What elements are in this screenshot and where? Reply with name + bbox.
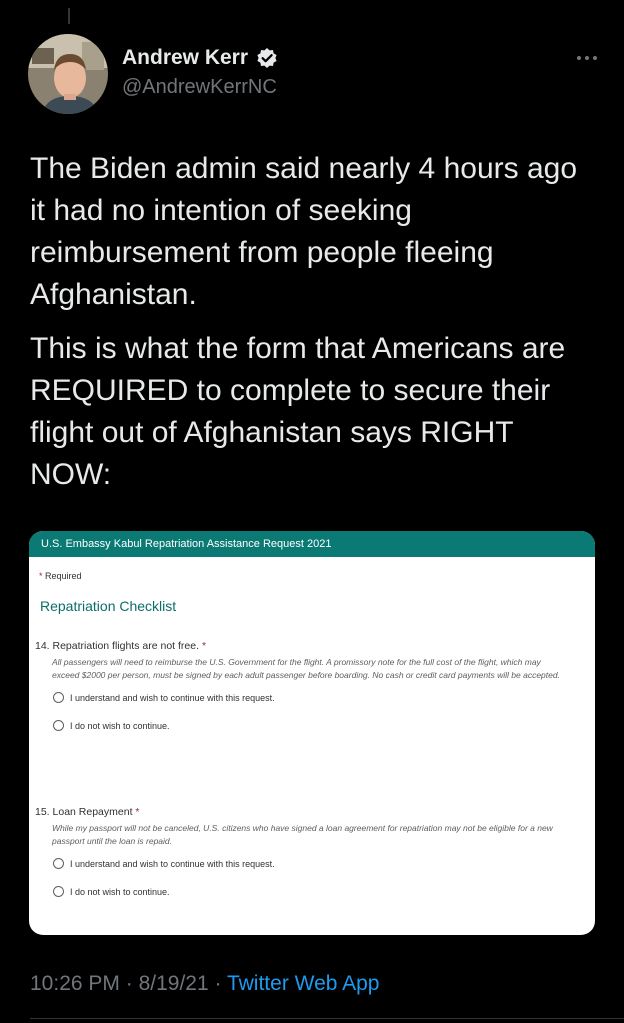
tweet-header xyxy=(28,34,598,116)
avatar[interactable] xyxy=(28,34,108,114)
tweet-time[interactable]: 10:26 PM xyxy=(30,972,120,995)
radio-button[interactable] xyxy=(53,886,64,897)
question-15 xyxy=(35,806,565,897)
radio-label: I do not wish to continue. xyxy=(70,720,170,731)
display-name[interactable]: Andrew Kerr xyxy=(122,46,249,69)
radio-button[interactable] xyxy=(53,720,64,731)
more-options-icon[interactable] xyxy=(576,50,598,60)
required-star: * xyxy=(135,806,140,818)
tweet-date[interactable]: 8/19/21 xyxy=(138,972,209,995)
question-description: While my passport will not be canceled, U.S. citizens who have signed a loan agreement for repatriation may not be eligible for a new passport until the loan is repaid. xyxy=(52,823,553,846)
radio-button[interactable] xyxy=(53,692,64,703)
question-title xyxy=(35,640,565,652)
question-title-text: 15. Loan Repayment xyxy=(35,806,133,818)
thread-connector-line xyxy=(68,8,70,24)
question-14 xyxy=(35,640,565,731)
radio-option[interactable] xyxy=(53,858,565,869)
radio-option[interactable] xyxy=(53,720,565,731)
tweet-metadata xyxy=(30,972,380,996)
required-star: * xyxy=(201,640,207,652)
radio-label: I do not wish to continue. xyxy=(70,886,170,897)
author-names xyxy=(122,46,278,99)
radio-button[interactable] xyxy=(53,858,64,869)
form-screenshot-image[interactable] xyxy=(29,531,595,935)
question-description: All passengers will need to reimburse the U.S. Government for the flight. A promissory note for the full cost of the flight, which may exceed $2000 per person, must be signed by each adult passenger before boarding. No cash or credit card payments will be accepted. xyxy=(52,657,560,680)
tweet-paragraph: The Biden admin said nearly 4 hours ago it had no intention of seeking reimbursement from people fleeing Afghanistan. xyxy=(30,152,578,311)
required-note xyxy=(39,571,82,581)
radio-option[interactable] xyxy=(53,692,565,703)
meta-separator: · xyxy=(125,972,133,995)
question-title-text: 14. Repatriation flights are not free. xyxy=(35,640,200,652)
radio-label: I understand and wish to continue with this request. xyxy=(70,692,275,703)
required-label: Required xyxy=(45,571,82,581)
tweet-paragraph: This is what the form that Americans are REQUIRED to complete to secure their flight out of Afghanistan says RIGHT NOW: xyxy=(30,332,566,491)
radio-option[interactable] xyxy=(53,886,565,897)
meta-separator: · xyxy=(214,972,222,995)
verified-badge-icon xyxy=(256,47,278,69)
question-title xyxy=(35,806,565,818)
display-name-row xyxy=(122,46,278,70)
handle[interactable]: @AndrewKerrNC xyxy=(122,76,277,98)
required-star: * xyxy=(39,571,43,581)
tweet-text xyxy=(30,148,600,508)
tweet-source-link[interactable]: Twitter Web App xyxy=(226,972,380,995)
radio-label: I understand and wish to continue with this request. xyxy=(70,858,275,869)
section-title: Repatriation Checklist xyxy=(40,598,177,614)
form-header: U.S. Embassy Kabul Repatriation Assistance Request 2021 xyxy=(29,531,595,557)
divider xyxy=(30,1018,624,1019)
